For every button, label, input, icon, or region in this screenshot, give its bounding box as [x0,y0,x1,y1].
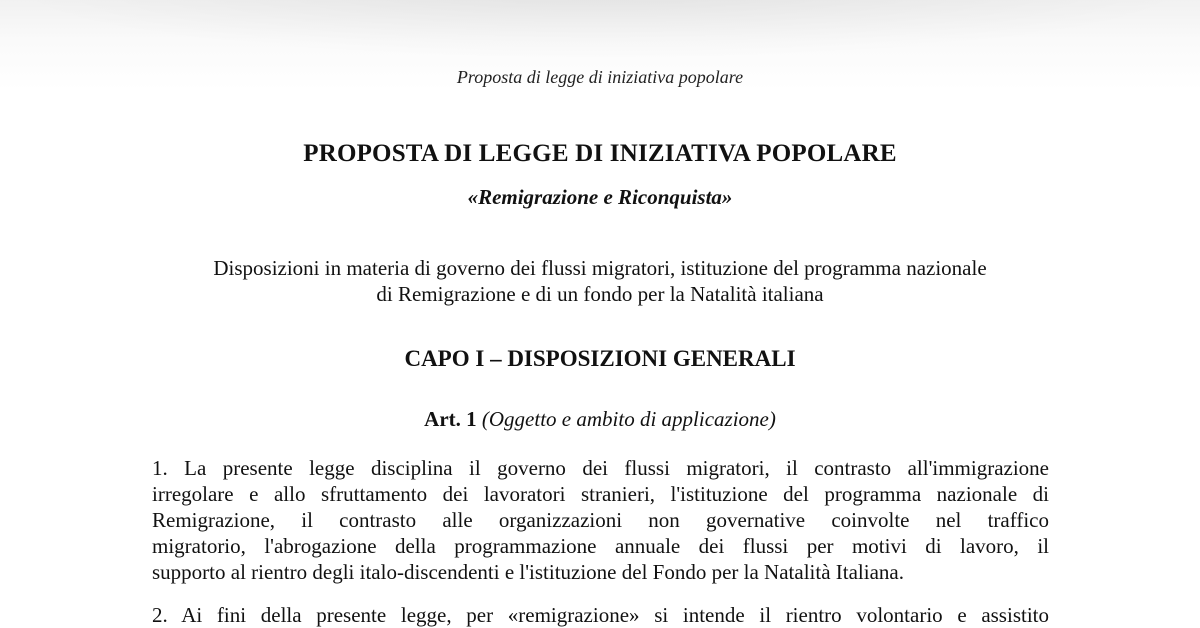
article-subject: (Oggetto e ambito di applicazione) [481,407,776,431]
description-line: di Remigrazione e di un fondo per la Natalità italiana [376,282,824,306]
document-title: PROPOSTA DI LEGGE DI INIZIATIVA POPOLARE [303,140,897,167]
document-description [0,255,1200,307]
running-header: Proposta di legge di iniziativa popolare [456,67,744,87]
article-number: Art. 1 [424,407,477,431]
paragraph-line: Remigrazione, il contrasto alle organizzazioni non governative coinvolte nel traffico [152,508,1049,532]
paragraph-line: 2. Ai fini della presente legge, per «remigrazione» si intende il rientro volontario e assistito [152,603,1049,627]
paragraph-line: 1. La presente legge disciplina il governo dei flussi migratori, il contrasto all'immigrazione [152,456,1049,480]
paragraph-line: supporto al rientro degli italo-discendenti e l'istituzione del Fondo per la Natalità Italiana. [152,560,904,584]
paragraph-line: migratorio, l'abrogazione della programmazione annuale dei flussi per motivi di lavoro, il [152,534,1049,558]
paragraph-2 [152,602,1049,628]
paragraph-line: irregolare e allo sfruttamento dei lavoratori stranieri, l'istituzione del programma nazionale di [152,482,1049,506]
chapter-heading: CAPO I – DISPOSIZIONI GENERALI [404,346,796,371]
document-subtitle: «Remigrazione e Riconquista» [467,185,733,209]
description-line: Disposizioni in materia di governo dei flussi migratori, istituzione del programma nazionale [213,256,987,280]
paragraph-1 [152,455,1049,585]
article-heading [0,407,1200,432]
